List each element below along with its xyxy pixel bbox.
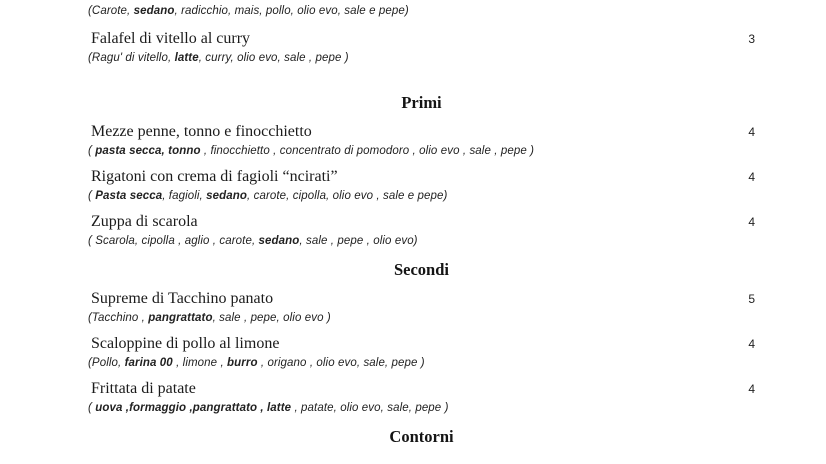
menu-item [88,334,755,373]
item-ingredients [88,2,755,21]
item-name: Rigatoni con crema di fagioli “ncirati” [91,168,338,185]
allergen-ingredient: pangrattato [148,312,213,324]
menu-item [88,29,755,68]
allergen-ingredient: pasta secca, tonno [95,145,201,157]
menu-item [88,122,755,161]
item-ingredients [88,142,755,161]
ingredient-text: , finocchietto , concentrato di pomodoro , olio evo , sale , pepe ) [200,145,535,157]
item-price: 4 [748,337,755,351]
item-ingredients [88,187,755,206]
item-price: 4 [748,125,755,139]
item-name: Scaloppine di pollo al limone [91,335,280,352]
menu-item [88,212,755,251]
ingredient-text: , curry, olio evo, sale , pepe ) [198,52,349,64]
allergen-ingredient: burro [227,357,258,369]
ingredient-text: ( [88,402,96,414]
item-name: Zuppa di scarola [91,213,198,230]
item-name: Frittata di patate [91,380,196,397]
item-price: 3 [748,32,755,46]
ingredient-text: , limone , [172,357,228,369]
ingredient-text: (Tacchino , [88,312,149,324]
allergen-ingredient: uova ,formaggio ,pangrattato , latte [95,402,292,414]
ingredient-text: , sale , pepe , olio evo) [299,235,418,247]
item-name-row [88,167,755,187]
ingredient-text: , origano , olio evo, sale, pepe ) [257,357,425,369]
item-name-row [88,29,755,49]
item-name: Falafel di vitello al curry [91,30,251,47]
item-name-row [88,379,755,399]
section-header: Secondi [393,260,449,279]
item-name-row [88,334,755,354]
menu-item [88,379,755,418]
allergen-ingredient: farina 00 [124,357,173,369]
item-name-row [88,289,755,309]
item-ingredients [88,49,755,68]
item-price: 4 [748,382,755,396]
ingredient-text: (Pollo, [88,357,125,369]
item-price: 5 [748,292,755,306]
item-name: Supreme di Tacchino panato [91,290,274,307]
section-header: Primi [401,93,442,112]
ingredient-text: , fagioli, [162,190,207,202]
menu-content [88,2,755,447]
item-ingredients [88,232,755,251]
ingredient-text: ( [88,145,96,157]
item-ingredients [88,309,755,328]
item-name: Mezze penne, tonno e finocchietto [91,123,312,140]
ingredient-text: , patate, olio evo, sale, pepe ) [291,402,449,414]
menu-item [88,289,755,328]
item-price: 4 [748,170,755,184]
item-name-row [88,122,755,142]
allergen-ingredient: sedano [258,235,300,247]
allergen-ingredient: latte [174,52,199,64]
ingredient-text: (Carote, [88,5,134,17]
item-ingredients [88,399,755,418]
ingredient-text: , carote, cipolla, olio evo , sale e pepe) [247,190,448,202]
ingredient-text: ( [88,190,96,202]
ingredient-text: ( Scarola, cipolla , aglio , carote, [88,235,259,247]
allergen-ingredient: Pasta secca [95,190,163,202]
ingredient-text: , sale , pepe, olio evo ) [212,312,331,324]
item-ingredients [88,354,755,373]
item-name-row [88,212,755,232]
ingredient-text: (Ragu' di vitello, [88,52,175,64]
item-price: 4 [748,215,755,229]
ingredient-text: , radicchio, mais, pollo, olio evo, sale e pepe) [174,5,409,17]
section-header: Contorni [389,427,454,446]
allergen-ingredient: sedano [133,5,175,17]
allergen-ingredient: sedano [206,190,248,202]
menu-item [88,167,755,206]
